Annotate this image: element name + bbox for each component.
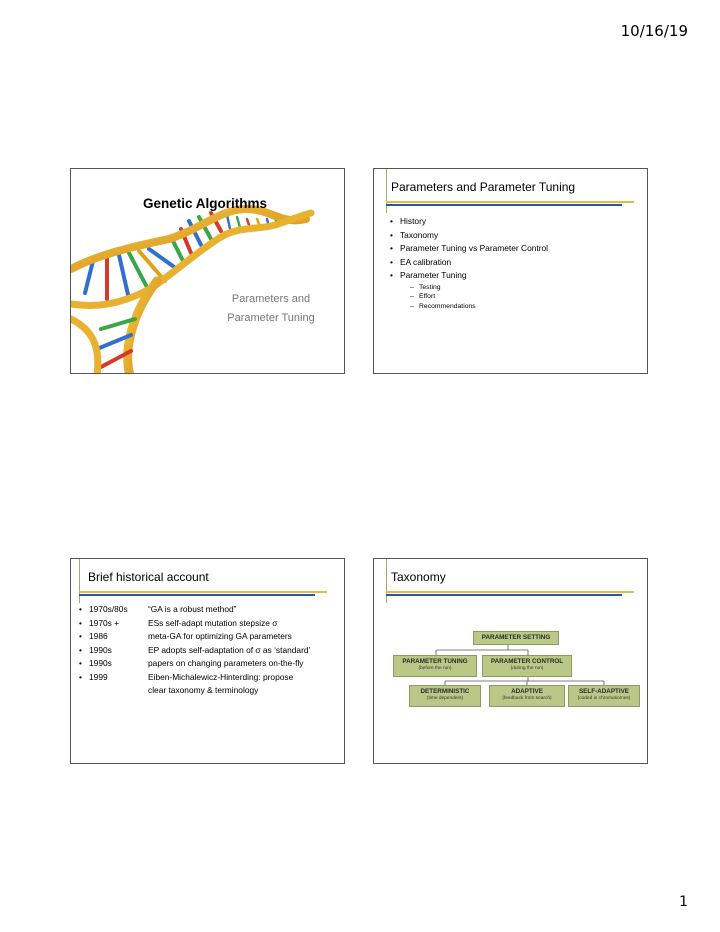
history-year: 1970s +	[89, 617, 120, 628]
node-parameter-tuning	[393, 655, 477, 677]
slide-outline	[373, 168, 648, 374]
page-number: 1	[679, 894, 688, 910]
list-item	[79, 603, 310, 617]
list-item: • History	[390, 215, 548, 229]
cover-subtitle	[211, 290, 331, 328]
history-year: 1999	[89, 671, 108, 682]
title-rule-gold	[386, 201, 634, 203]
title-rule-blue	[386, 204, 622, 206]
node-adaptive	[489, 685, 565, 707]
node-note: (time dependent)	[426, 696, 464, 701]
cover-subtitle-line1: Parameters and	[231, 293, 311, 305]
slide-title: Brief historical account	[88, 570, 209, 584]
node-deterministic	[409, 685, 481, 707]
history-text: “GA is a robust method”	[148, 604, 237, 614]
history-year: 1986	[89, 631, 108, 641]
node-label: PARAMETER SETTING	[481, 634, 551, 641]
node-label: PARAMETER TUNING	[402, 658, 468, 665]
history-text: ESs self-adapt mutation stepsize σ	[148, 617, 278, 628]
title-rule-blue	[79, 594, 315, 596]
list-item	[390, 269, 548, 311]
list-item	[79, 671, 310, 685]
history-year: 1990s	[89, 644, 112, 655]
sub-list	[410, 283, 548, 312]
history-year: 1970s/80s	[89, 604, 128, 614]
history-text: meta-GA for optimizing GA parameters	[148, 631, 292, 641]
node-label: PARAMETER CONTROL	[490, 658, 564, 665]
slide-cover	[70, 168, 345, 374]
sub-list-item: – Recommendations	[410, 302, 548, 312]
history-year: 1990s	[89, 658, 112, 668]
sub-list-item: – Effort	[410, 292, 548, 302]
history-list	[79, 603, 310, 698]
history-text: Eiben-Michalewicz-Hinterding: propose	[148, 671, 294, 682]
slide-taxonomy	[373, 558, 648, 764]
list-item: • EA calibration	[390, 256, 548, 270]
list-item	[79, 657, 310, 671]
node-label: DETERMINISTIC	[420, 688, 470, 695]
slide-accent-line	[386, 169, 387, 213]
node-note: (before the run)	[418, 666, 452, 671]
bullet: •	[79, 617, 82, 628]
title-rule-gold	[79, 591, 327, 593]
history-text: papers on changing parameters on-the-fly	[148, 658, 304, 668]
bullet: •	[79, 604, 82, 614]
node-label: ADAPTIVE	[511, 688, 543, 695]
node-parameter-control	[482, 655, 572, 677]
bullet: •	[79, 631, 82, 641]
slide-title: Parameters and Parameter Tuning	[391, 180, 576, 194]
list-item	[79, 630, 310, 644]
history-text: EP adopts self-adaptation of σ as ‘standard’	[148, 644, 311, 655]
node-self-adaptive	[568, 685, 640, 707]
list-item	[79, 617, 310, 631]
node-label: SELF-ADAPTIVE	[578, 688, 630, 695]
list-item-label: Parameter Tuning	[400, 270, 467, 280]
bullet: •	[79, 658, 82, 668]
node-note: (feedback from search)	[502, 696, 552, 701]
cover-subtitle-line2: Parameter Tuning	[227, 312, 315, 324]
page-date: 10/16/19	[620, 22, 688, 40]
list-item: • Parameter Tuning vs Parameter Control	[390, 242, 548, 256]
node-note: (coded in chromosomes)	[577, 696, 631, 701]
slide-accent-line	[79, 559, 80, 603]
slide-history	[70, 558, 345, 764]
list-item-continuation	[79, 684, 310, 698]
sub-list-item: – Testing	[410, 283, 548, 293]
outline-list	[390, 215, 548, 311]
bullet: •	[79, 671, 82, 682]
list-item: • Taxonomy	[390, 229, 548, 243]
bullet: •	[79, 644, 82, 655]
node-parameter-setting	[473, 631, 559, 645]
cover-title: Genetic Algorithms	[143, 196, 268, 211]
history-text: clear taxonomy & terminology	[148, 685, 259, 695]
slide-title: Taxonomy	[391, 570, 446, 584]
list-item	[79, 644, 310, 658]
node-note: (during the run)	[510, 666, 544, 671]
